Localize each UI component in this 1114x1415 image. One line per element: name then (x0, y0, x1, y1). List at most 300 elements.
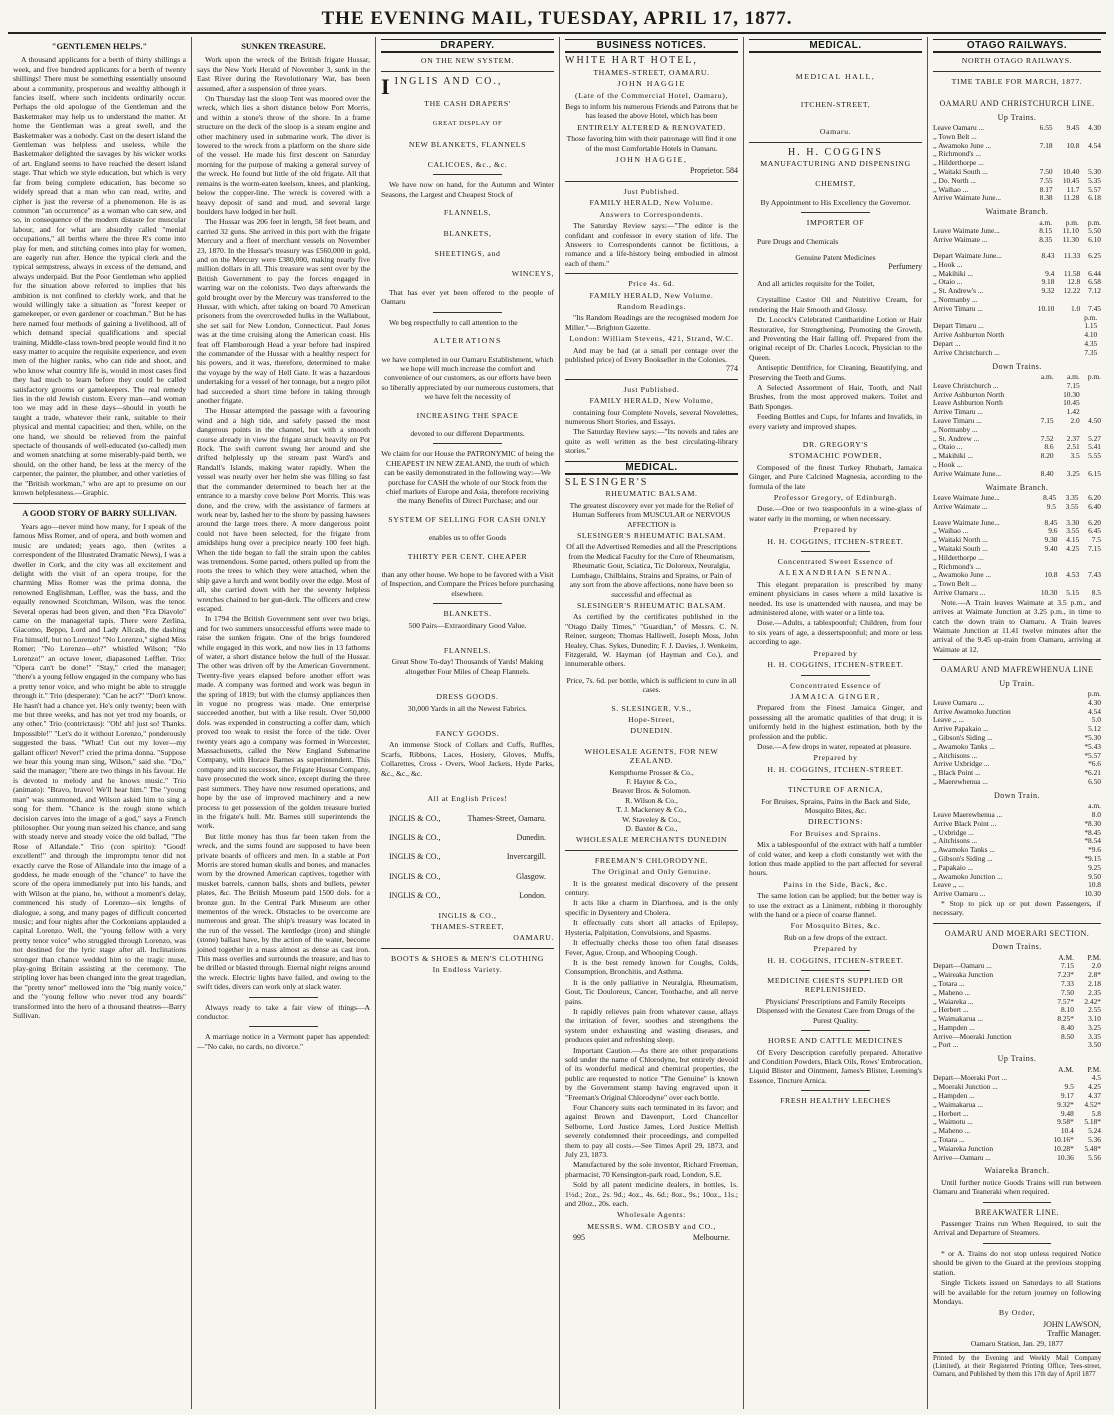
station-cell: ,, Port ... (933, 1040, 959, 1050)
column-4 (560, 37, 744, 1409)
ad-line: All at English Prices! (427, 794, 508, 804)
divider (433, 603, 502, 604)
ad-paragraph: Dose.—One or two teaspoonfuls in a wine-glass of water early in the morning, or when necessary. (749, 504, 922, 523)
divider (749, 142, 922, 143)
ad-paragraph: "Its Random Readings are the recognised modern Joe Miller."—Brighton Gazette. (565, 313, 738, 332)
time-cell: 5.55 (1088, 451, 1101, 461)
branch-row (381, 872, 554, 881)
spacer (381, 630, 554, 644)
station-cell: Leave Waimate June... (933, 226, 1000, 236)
station-cell: ,, Awamoko Tanks ... (933, 845, 995, 855)
divider (983, 1243, 1050, 1244)
time-cell (1033, 391, 1054, 400)
time-cell: 4.52* (1084, 1099, 1101, 1109)
station-cell: ,, Gibson's Siding ... (933, 732, 993, 742)
timetable-note: Passenger Trains run When Required, to suit the Arrival and Departure of Steamers. (933, 1219, 1101, 1238)
station-cell: Leave Ashburton North (933, 398, 1003, 408)
time-cell: 3.30 (1066, 517, 1080, 527)
time-cell: 7.12 (1088, 286, 1101, 296)
spacer (381, 131, 554, 138)
station-cell: ,, Normanby ... (933, 424, 978, 434)
time-cell: 8.25* (1057, 1014, 1074, 1024)
time-cell: 10.10 (1037, 303, 1055, 313)
time-cell: *5.57 (1084, 750, 1101, 760)
ad-paragraph: The same lotion can be applied; but the better way is to use the extract as a Liniment, rubbing it thoroughly with the hand or a piece of coarse flannel. (749, 891, 922, 920)
ad-line: NORTH OTAGO RAILWAYS. (961, 56, 1073, 66)
time-cell (1033, 399, 1054, 408)
station-cell: ,, Do. North ... (933, 175, 976, 185)
time-cell (1097, 322, 1101, 331)
time-cell (1097, 349, 1101, 358)
time-cell: 11.28 (1063, 193, 1080, 203)
ad-paragraph: We claim for our House the PATRONYMIC of being the CHEAPEST IN NEW ZEALAND, the truth of which can be easily demonstrated in the following way:—We purchase for CASH the whole of our Stock from the chief markets of Europe and Asia, therefore receiving the many Benefits of Direct Purchase; and our (381, 449, 554, 506)
time-cell: *8.54 (1084, 836, 1101, 846)
ad-paragraph: Feeding Bottles and Cups, for Infants and Invalids, in every variety and improved shapes. (749, 412, 922, 431)
ad-line: CHEMIST, (815, 179, 856, 189)
time-cell: 10.45 (1063, 398, 1080, 408)
station-cell: ,, Maerewhenua ... (933, 776, 988, 786)
branch-place: Dunedin. (516, 832, 546, 842)
time-cell: 9.45 (1066, 123, 1080, 133)
divider (801, 551, 870, 552)
ad-paragraph: It is the only palliative in Neuralgia, Rheumatism, Gout, Tic Douloreux, Cancer, Toothache, and all nerve pains. (565, 977, 738, 1006)
printer-imprint: Printed by the Evening and Weekly Mail Company (Limited), at their Registered Printing Office, Tees-street, Oamaru, and Published by them this 17th day of April 1877 (933, 1352, 1101, 1379)
branch-firm: INGLIS & CO., (389, 871, 441, 881)
station-cell: Arrive Timaru ... (933, 407, 983, 417)
station-cell: Depart Waimate June... (933, 251, 1002, 260)
station-cell: ,, Totara ... (933, 1135, 965, 1145)
ad-line: INGLIS & CO., (438, 910, 497, 920)
time-cell: 5.48* (1084, 1143, 1101, 1153)
article-title-barry-sullivan: A GOOD STORY OF BARRY SULLIVAN. (22, 508, 177, 518)
spacer (749, 272, 922, 279)
station-cell: ,, Town Belt ... (933, 579, 977, 589)
station-cell: ,, Maheno ... (933, 1126, 971, 1136)
time-cell: 5.0 (1091, 715, 1101, 725)
time-cell: 10.30 (1063, 389, 1080, 399)
branch-place: Thames-Street, Oamaru. (467, 813, 546, 823)
station-cell: ,, Waiareka Junction (933, 1143, 994, 1153)
time-cell: 4.25 (1066, 543, 1080, 553)
time-cell: 9.6 (1048, 526, 1058, 536)
ad-paragraph: For Bruises, Sprains, Pains in the Back and Side, Mosquito Bites, &c. (761, 796, 910, 815)
article-paragraph: The Hussar attempted the passage with a favouring wind and a high tide, and safely passed the most dangerous points in the channel, but with a smooth course already in view the frigate struck heavily on Pot Rock. The swift current swung her around and she drifted helplessly up the stream past Ward's and Randall's Islands, making water rapidly. When the vessel was nearly over her helm she was filling so fast that the commander determined to beach her at the entrance to a marshy cove below Port Morris. This was done, and the crew, with the assistance of farmers at work near by, lashed her to the shore by passing hawsers around the large trees there. A more dangerous point could not have been selected, for the frigate from amidships hung over a precipice nearly 100 feet high. When the tide began to fall the strain upon the cables was tremendous. Some parted, others pulled up from the roots the trees to which they were attached, when the ship gave a lurch and went bodily over the edge. Most of all, she carried down with her the seventy helpless wretches chained to her gun-deck. The officers and crew escaped. (197, 406, 370, 613)
divider (249, 1026, 318, 1027)
time-cell: 5.12 (1088, 724, 1101, 734)
ad-paragraph: Dose.—A few drops in water, repeated at pleasure. (757, 741, 912, 751)
columns (8, 37, 1106, 1409)
ad-paragraph: Sold by all patent medicine dealers, in bottles, 1s. 1½d.; 2oz., 2s. 9d.; 4oz., 4s. 6d.; 8oz., 9s.; 10oz., 11s.; and 20oz., 20s. each. (565, 1180, 738, 1209)
ad-line: H. H. COGGINS, ITCHEN-STREET. (767, 536, 904, 546)
time-cell: 8.40 (1061, 1022, 1074, 1032)
time-cell: 5.35 (1088, 175, 1101, 185)
timetable (933, 373, 1101, 479)
ad-city: Melbourne. (692, 1233, 730, 1243)
time-cell: 9.32 (1041, 286, 1055, 296)
ad-paragraph: The greatest discovery ever yet made for the Relief of Human Sufferers from MUSCULAR or NERVOUS AFFECTION is (569, 500, 734, 529)
ad-line: CALICOES, &c., &c. (427, 160, 508, 170)
time-cell: 5.15 (1066, 587, 1080, 597)
time-cell: 9.50 (1088, 871, 1101, 881)
time-cell: 10.4 (1060, 1126, 1074, 1136)
time-cell: 9.30 (1044, 535, 1058, 545)
station-cell: Leave Maerewhenua ... (933, 809, 1003, 819)
time-cell: 10.16* (1053, 1135, 1074, 1145)
agent-name: W. Staveley & Co., (622, 814, 681, 824)
section-head-railways: OTAGO RAILWAYS. (933, 39, 1101, 53)
branch-place: Invercargill. (506, 852, 546, 862)
article-title-gentlemen-helps: "GENTLEMEN HELPS." (51, 42, 148, 51)
spacer (381, 713, 554, 727)
line-title: OAMARU AND CHRISTCHURCH LINE. (939, 99, 1095, 109)
ad-paragraph: Those favoring him with their patronage will find it one of the most Comfortable Hotels in Oamaru. (566, 134, 737, 153)
ad-paragraph: containing four Complete Novels, several Novelettes, numerous Short Stories, and Essays. (565, 407, 738, 426)
divider (433, 443, 502, 444)
ad-line: ALTERATIONS (433, 336, 502, 346)
ad-line: OAMARU. (513, 933, 554, 943)
spacer (749, 170, 922, 177)
time-cell: 7.45 (1088, 303, 1101, 313)
spacer (381, 543, 554, 550)
time-cell: 1.0 (1071, 303, 1081, 313)
time-cell: 3.55 (1066, 526, 1080, 536)
column-1 (8, 37, 192, 1409)
ad-list-item: FLANNELS, (443, 208, 492, 218)
time-cell: P.M. (1087, 1064, 1101, 1074)
ad-line: FANCY GOODS. (435, 729, 500, 739)
branch-place: London. (519, 891, 546, 901)
ad-line: JAMAICA GINGER, (790, 691, 881, 701)
station-cell: ,, Makihiki ... (933, 268, 974, 278)
station-cell: ,, Waitaki South ... (933, 167, 988, 177)
section-label: Up Trains. (997, 112, 1037, 122)
ad-line: ALEXANDRIAN SENNA. (778, 568, 893, 578)
ad-paragraph: It effectually cuts short all attacks of Epilepsy, Hysteria, Palpitation, Convulsions, and Spasms. (565, 918, 738, 937)
ad-line: FRESH HEALTHY LEECHES (780, 1096, 891, 1106)
line-title: OAMARU AND MOERARI SECTION. (944, 928, 1090, 938)
divider (801, 212, 870, 213)
station-cell: Arrive Waimate June... (933, 193, 1002, 203)
ad-paragraph: We beg respectfully to call attention to the (389, 317, 518, 327)
timetable-row (933, 778, 1101, 787)
ad-paragraph: The Saturday Review says:—"Its novels and tales are quite as well written as the best circulating-library stories." (565, 427, 738, 456)
time-cell: 5.27 (1088, 433, 1101, 443)
time-cell: 7.50 (1039, 167, 1053, 177)
ad-line: Just Published. (623, 384, 680, 394)
time-cell: 4.50 (1088, 415, 1101, 425)
ad-line: S. SLESINGER, V.S., (611, 703, 692, 713)
time-cell: 6.20 (1088, 492, 1101, 502)
time-cell: 3.35 (1065, 492, 1079, 502)
ad-line: MESSRS. WM. CROSBY and CO., (587, 1221, 716, 1231)
spacer (381, 260, 554, 267)
ad-line: THE CASH DRAPERS' (424, 98, 511, 108)
station-cell: ,, Waireaka Junction (933, 970, 994, 980)
station-cell: Leave ,, ... (933, 880, 964, 890)
time-cell: 7.43 (1088, 570, 1101, 580)
station-cell: ,, Awamoko Junction ... (933, 871, 1003, 881)
station-cell: Leave Oamaru ... (933, 123, 985, 133)
time-cell: 10.28* (1053, 1143, 1074, 1153)
ad-paragraph: As certified by the certificates published in the "Otago Daily Times," "Guardian," of Messrs. C. N. Reiner, surgeon; Thomas Halliwell, Joseph Moss, John Healey, Chas. Sykes, Dunedin; F. J. Davies, J. Wenkeim, Fitzgerald, W. Hayman (of Hayman and Co.), and innumerable others. (565, 612, 738, 669)
ad-line: Oamaru. (819, 127, 852, 137)
station-cell: ,, Awamoko June ... (933, 570, 992, 580)
divider (801, 970, 870, 971)
ad-line: DRESS GOODS. (436, 692, 499, 702)
time-cell: 7.55 (1039, 175, 1053, 185)
time-cell: 4.54 (1088, 140, 1101, 150)
time-cell: 10.30 (1040, 587, 1058, 597)
time-cell: a.m. (1088, 801, 1101, 811)
ad-paragraph: A Selected Assortment of Hair, Tooth, and Nail Brushes, from the most approved makers. Toilet and Bath Sponges. (749, 382, 922, 411)
ad-line: SLESINGER'S RHEUMATIC BALSAM. (577, 600, 726, 610)
station-cell: Arrive Waimate ... (933, 235, 988, 245)
station-cell: ,, Normanby ... (933, 294, 978, 304)
time-cell (1033, 382, 1054, 391)
timetable-note: Single Tickets issued on Saturdays to all Stations will be available for the return journey on following Mondays. (933, 1278, 1101, 1306)
station-cell: Arrive Ashburton North (933, 330, 1005, 340)
timetable (933, 219, 1101, 245)
section-label: Up Trains. (997, 1054, 1037, 1064)
branch-row (381, 833, 554, 842)
station-cell: ,, Hook ... (933, 459, 963, 469)
timetable (933, 252, 1101, 314)
time-cell: *6.21 (1084, 768, 1101, 778)
time-cell (1047, 1041, 1074, 1050)
time-cell: 7.15 (1088, 543, 1101, 553)
ad-paragraph: And all articles requisite for the Toilet, (757, 278, 875, 288)
station-cell: Leave Christchurch ... (933, 380, 999, 390)
ad-paragraph: Genuine Patent Medicines (795, 253, 876, 263)
time-cell (1053, 150, 1080, 159)
ad-line: Prepared by (813, 753, 858, 763)
hotel-name: WHITE HART HOTEL, (565, 55, 698, 67)
ad-line: H. H. COGGINS, ITCHEN-STREET. (767, 660, 904, 670)
ad-line: FAMILY HERALD, New Volume. (589, 290, 714, 300)
divider (565, 273, 738, 274)
agent-name: Beaver Bros. & Solomon. (612, 786, 691, 796)
ad-line: For Bruises and Sprains. (789, 828, 882, 838)
divider (801, 1030, 870, 1031)
spacer (381, 199, 554, 206)
article-paragraph: In 1794 the British Government sent over two brigs, and for two summers unsuccessful efforts were made to raise the sunken frigate. One of the brigs foundered while engaged in this work, and now lies in 13 fathoms of water, a short distance below the hull of the Hussar. The other was driven off by the American Government. Twenty-five years elapsed before another effort was made. A company was formed and work was begun in the spring of 1819; but with the clumsy appliances then in vogue no progress was made. One enterprise succeeded another, but with a like result. Over 50,000 dols. was expended in constructing a coffer dam, which proved too weak to resist the force of the tide. Over twenty years ago a company was formed in Worcester, Massachusetts, called the New England Submarine Company, with Horace Barnes as superintendent. This company and its successor, the Frigate Hussar Company, have prosecuted the work since, except during the three past summers. They have now resumed operations, and hope by the use of improved machinery and a new process to get possession of the golden treasure buried in the frigate's hull. Mr. Barnes still superintends the work. (197, 614, 370, 831)
time-cell: 5.8 (1091, 1108, 1101, 1118)
ad-paragraph: Antiseptic Dentifrice, for Cleaning, Beautifying, and Preserving the Teeth and Gums. (749, 363, 922, 382)
timetable-note: * or A. Trains do not stop unless required Notice should be given to the Guard at the previous stopping station. (933, 1248, 1101, 1277)
divider (381, 948, 554, 949)
timetable (933, 494, 1101, 512)
ad-paragraph: Of Every Description carefully prepared. Alterative and Condition Powders, Black Oils, Rows' Embrocation, Liquid Blister and Ointment, James's Blister, Leeming's Essence, Tincture Arnica. (749, 1047, 922, 1085)
ad-paragraph: That has ever yet been offered to the people of Oamaru (381, 287, 554, 307)
ad-number: 774 (726, 364, 738, 374)
time-cell: 6.45 (1088, 526, 1101, 536)
ad-line: ENTIRELY ALTERED & RENOVATED. (577, 122, 726, 132)
station-cell: ,, Richmond's ... (933, 561, 981, 571)
ad-line: FAMILY HERALD, New Volume. (589, 198, 714, 208)
time-cell: 10.40 (1062, 167, 1080, 177)
ad-paragraph: An immense Stock of Collars and Cuffs, Ruffles, Scarfs, Ribbons, Laces, Hosiery, Gloves, Muffs, Collarettes, Cross - Overs, Wool Jackets, Hyde Parks, &c., &c., &c. (381, 740, 554, 778)
time-cell: 3.55 (1065, 501, 1079, 511)
ad-line: H. H. COGGINS, ITCHEN-STREET. (767, 955, 904, 965)
time-cell (1097, 331, 1101, 340)
spacer (749, 246, 922, 253)
section-label: Down Trains. (992, 361, 1042, 371)
branch-row (381, 852, 554, 861)
ad-line: MEDICINE CHESTS SUPPLIED OR REPLENISHED. (767, 976, 904, 995)
spacer (749, 288, 922, 295)
article-paragraph: On Thursday last the sloop Tent was moored over the wreck, which lies a short distance below Port Morris, and within a stone's throw of the shore. In a frame structure on the deck of the sloop is a steam engine and other machinery used in submarine work. The diver is lowered to the wreck from a platform on the shore side of the vessel. He made his first descent on Saturday morning for the purpose of making a general survey of the wreck. He found but little of the old frigate. All that remains is the worm-eaten keelson, knees, and planking, below the copper-line. The wreck is covered with a heavy deposit of sand and mud, and several large boulders have lodged in her hull. (197, 94, 370, 216)
station-cell: ,, Gibson's Siding ... (933, 853, 993, 863)
column-3 (376, 37, 560, 1409)
ad-number: 995 (573, 1233, 585, 1243)
timetable-row (933, 470, 1101, 479)
spacer (381, 506, 554, 513)
time-cell: 8.35 (1039, 235, 1053, 245)
ad-line: Pains in the Side, Back, &c. (783, 879, 888, 889)
ad-paragraph: Manufactured by the sole inventor, Richard Freeman, pharmacist, 70 Kensington-park road, London, S.E. (565, 1160, 738, 1179)
timetable-row (933, 305, 1101, 314)
divider (801, 1090, 870, 1091)
signature-line (565, 166, 738, 175)
spacer (933, 88, 1101, 95)
time-cell: 8.50 (1061, 1031, 1074, 1041)
firm-name: INGLIS AND CO., (394, 75, 503, 87)
ad-paragraph: It is the best remedy known for Coughs, Colds, Consumption, Bronchitis, and Asthma. (565, 957, 738, 977)
time-cell: 8.45 (1044, 517, 1058, 527)
time-cell: 6.58 (1088, 277, 1101, 287)
ad-line: By Order, (998, 1308, 1036, 1318)
ad-line: INCREASING THE SPACE (416, 410, 519, 420)
time-cell: 7.18 (1039, 140, 1053, 150)
time-cell (1080, 399, 1101, 408)
section-head-drapery: DRAPERY. (381, 39, 554, 53)
station-cell: Leave Waimate June... (933, 492, 1000, 502)
section-label: Down Trains. (992, 942, 1042, 952)
station-cell: ,, Maheno ... (933, 987, 971, 997)
ad-line: Prepared by (813, 648, 858, 658)
ad-line: Hope-Street, (628, 714, 675, 724)
time-cell: 2.0 (1070, 415, 1080, 425)
station-cell: ,, Uxbridge ... (933, 827, 974, 837)
time-cell: 2.18 (1088, 978, 1101, 988)
ad-paragraph: It effectually checks those too often fatal diseases Fever, Ague, Croup, and Whooping Cough. (565, 938, 738, 957)
time-cell: 4.35 (1084, 338, 1098, 348)
station-cell: ,, Awamoko Tanks ... (933, 741, 995, 751)
ad-line: RHEUMATIC BALSAM. (605, 489, 698, 499)
ad-line: In Endless Variety. (432, 965, 503, 975)
station-cell: ,, Waiareka ... (933, 996, 974, 1006)
ad-footer-row (565, 1233, 738, 1242)
time-cell: 5.41 (1088, 442, 1101, 452)
station-cell: ,, Waimotu ... (933, 1117, 973, 1127)
time-cell: A.M. (1058, 1064, 1074, 1074)
ad-paragraph: than any other house. We hope to be favored with a Visit of Inspection, and Compare the Prices before purchasing elsewhere. (381, 570, 554, 598)
station-cell: Depart Timaru ... (933, 321, 984, 331)
time-cell: 10.8 (1088, 880, 1101, 890)
time-cell: 10.30 (1084, 889, 1101, 899)
time-cell: 10.45 (1062, 175, 1080, 185)
ad-line: TINCTURE OF ARNICA, (787, 785, 884, 795)
time-cell: 9.40 (1044, 543, 1058, 553)
agent-name: D. Baxter & Co., (625, 824, 678, 834)
spacer (381, 151, 554, 158)
agent-name: Kempthorne Prosser & Co., (609, 767, 694, 777)
timetable-note: Note.—A Train leaves Waimate at 3.5 p.m., and arrives at Waimate Junction at 3.25 p.m., in time to catch the down train to Oamaru. A Train leaves Waimate Junction at 11.41 twelve minutes after the arrival of the 9.45 up-train from Oamaru, arriving at Waimate at 12. (933, 597, 1101, 654)
column-5 (744, 37, 928, 1409)
slesinger-heading (565, 478, 738, 487)
coggins-heading (749, 148, 922, 157)
ad-line: For Mosquito Bites, &c. (790, 921, 881, 931)
station-cell: Arrive—Moeraki Junction (933, 1031, 1012, 1041)
time-cell: 4.25 (1088, 1082, 1101, 1092)
timetable (933, 1066, 1101, 1163)
section-label: Waimate Branch. (985, 207, 1049, 217)
ad-line: IMPORTER OF (806, 218, 865, 228)
drop-cap: I (381, 73, 392, 99)
station-cell: Arrive Awamoko Junction (933, 706, 1011, 716)
time-cell: p.m. (1087, 371, 1101, 381)
time-cell: p.m. (1084, 312, 1098, 322)
time-cell: 8.43 (1041, 251, 1055, 260)
time-cell (1080, 382, 1101, 391)
divider (801, 675, 870, 676)
ad-paragraph: devoted to our different Departments. (410, 428, 525, 438)
time-cell: 8.20 (1040, 451, 1054, 461)
station-cell: Arrive—Oamaru ... (933, 1152, 991, 1162)
time-cell: 7.15 (1061, 961, 1074, 971)
time-cell: *8.45 (1084, 827, 1101, 837)
ad-line: THAMES-STREET, (430, 921, 504, 931)
short-item: Always ready to take a fair view of things—A conductor. (197, 1002, 370, 1022)
drapery-tagline: ON THE NEW SYSTEM. (420, 56, 515, 66)
ad-paragraph: Of all the Advertised Remedies and all the Prescriptions from the Medical Faculty for the Cure of Rheumatism, Rheumatic Gout, Sciatica, Tic Doloreux, Neuralgia, Lumbago, Chilblains, Strains and Sprains, or Pain of any sort from the above affections, none have been so successful and effectual as (566, 542, 737, 599)
ad-line: Professor Gregory, of Edinburgh. (773, 493, 898, 502)
station-cell: ,, Waimakarua ... (933, 1014, 983, 1024)
station-cell: ,, Papakaio ... (933, 862, 974, 872)
spacer (749, 84, 922, 98)
time-cell: 5.56 (1088, 1152, 1101, 1162)
time-cell: 6.18 (1088, 193, 1101, 203)
time-cell: 9.48 (1060, 1108, 1074, 1118)
spacer (381, 348, 554, 355)
time-cell (1057, 554, 1079, 563)
time-cell: 2.35 (1088, 987, 1101, 997)
ad-line: Answers to Correspondents. (599, 209, 704, 219)
ad-line: THAMES-STREET, OAMARU. (593, 67, 710, 77)
ad-line: WHOLESALE MERCHANTS DUNEDIN (575, 835, 728, 845)
time-cell: 4.53 (1066, 570, 1080, 580)
time-cell: p.m. (1065, 217, 1079, 227)
divider (801, 779, 870, 780)
ad-line: BOOTS & SHOES & MEN'S CLOTHING (390, 953, 545, 963)
time-cell: 7.33 (1061, 978, 1074, 988)
ad-paragraph: Price, 7s. 6d. per bottle, which is sufficient to cure in all cases. (566, 675, 737, 695)
spacer (749, 56, 922, 70)
station-cell: Leave Waimate June... (933, 517, 1000, 527)
time-cell: a.m. (1067, 371, 1080, 381)
ad-paragraph: we have completed in our Oamaru Establishment, which we hope will much increase the comfort and convenience of our customers, as our efforts have been so liberally appreciated by our numerous customers, that we have felt the necessity of (381, 354, 554, 402)
timetable-note: Until further notice Goods Trains will run between Oamaru and Teaneraki when required. (933, 1177, 1101, 1197)
ad-paragraph: Rub on a few drops of the extract. (783, 932, 888, 942)
branch-firm: INGLIS & CO., (389, 813, 441, 823)
time-cell: 4.54 (1088, 706, 1101, 716)
agent-name: F. Hayter & Co., (626, 777, 677, 786)
divider (13, 503, 186, 504)
ad-line: JOHN HAGGIE, (615, 155, 688, 165)
station-cell: ,, Hampden ... (933, 1022, 975, 1032)
station-cell: ,, Herbert ... (933, 1108, 969, 1118)
divider (933, 923, 1101, 924)
